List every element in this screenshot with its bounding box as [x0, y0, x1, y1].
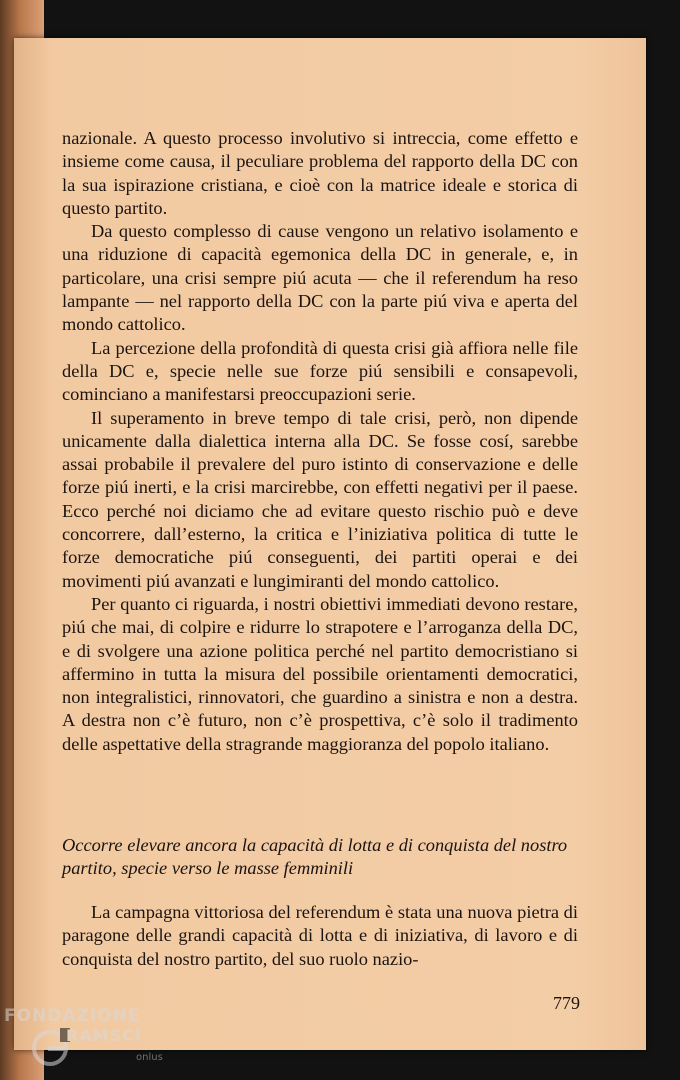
paragraph: La campagna vittoriosa del referendum è stata una nuova pietra di paragone delle grandi capacità di lotta e di iniziativa, di lavoro e di conquista del nostro partito, del suo ruolo nazio- — [62, 902, 578, 969]
watermark-logo — [2, 1006, 172, 1080]
paragraph: Da questo complesso di cause vengono un relativo isolamento e una riduzione di capacità egemonica della DC in generale, e, in particolare, una crisi sempre piú acuta — che il referendum ha reso lampante — nel rapporto della DC con la parte piú viva e aperta del mondo cattolico. — [62, 221, 578, 335]
page-number: 779 — [553, 993, 580, 1013]
section-body-text — [62, 901, 578, 971]
watermark-suffix: onlus — [136, 1052, 163, 1063]
watermark-title: FONDAZIONE — [4, 1006, 141, 1026]
paragraph: La percezione della profondità di questa crisi già affiora nelle file della DC e, specie nelle sue forze piú sensibili e consapevoli, cominciano a manifestarsi preoccupazioni serie. — [62, 337, 578, 405]
watermark-g-icon — [30, 1028, 70, 1068]
watermark-subtitle: RAMSCI — [66, 1026, 142, 1045]
paragraph: nazionale. A questo processo involutivo si intreccia, come effetto e insieme come causa, il peculiare problema del rapporto della DC con la sua ispirazione cristiana, e cioè con la matrice ideale e storica di questo partito. — [62, 128, 578, 218]
paragraph: Il superamento in breve tempo di tale crisi, però, non dipende unicamente dalla dialettica interna alla DC. Se fosse cosí, sarebbe assai probabile il prevalere del puro istinto di conservazione e delle forze piú inerti, e la crisi marcirebbe, con effetti negativi per il paese. Ecco perché noi diciamo che ad evitare questo rischio può e deve concorrere, dall’esterno, la critica e l’iniziativa politica di tutte le forze democratiche piú conseguenti, dei partiti operai e dei movimenti piú avanzati e lungimiranti del mondo cattolico. — [62, 407, 578, 591]
section-heading: Occorre elevare ancora la capacità di lotta e di conquista del nostro partito, specie verso le masse femminili — [62, 835, 568, 879]
body-text — [62, 127, 578, 756]
paragraph: Per quanto ci riguarda, i nostri obiettivi immediati devono restare, piú che mai, di colpire e ridurre lo strapotere e l’arroganza della DC, e di svolgere una azione politica perché nel partito democristiano si affermino in tutta la misura del possibile orientamenti democratici, non integralistici, rinnovatori, che guardino a sinistra e non a destra. A destra non c’è futuro, non c’è prospettiva, c’è solo il tradimento delle aspettative della stragrande maggioranza del popolo italiano. — [62, 593, 578, 754]
